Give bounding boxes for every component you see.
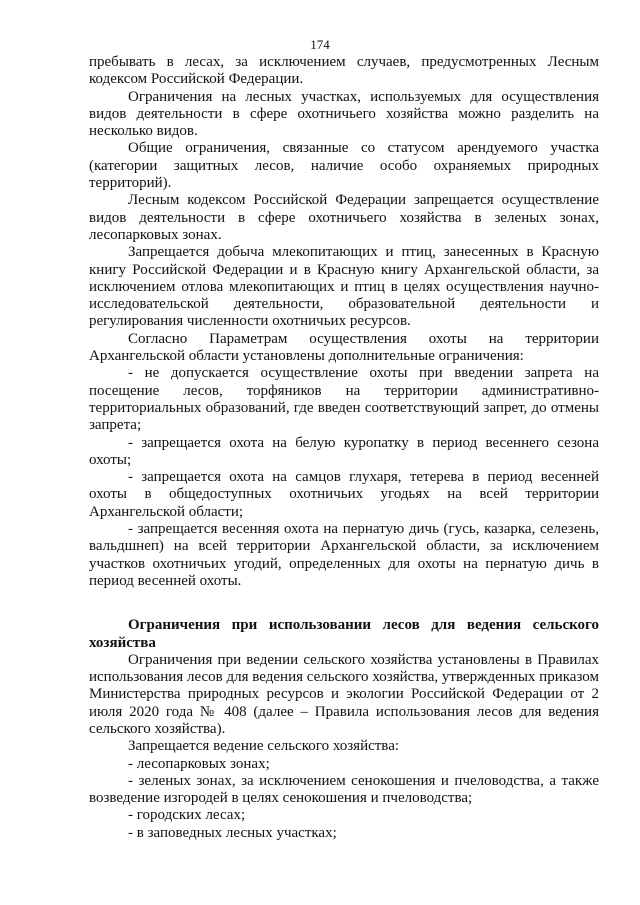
list-item: - запрещается весенняя охота на пернатую дичь (гусь, казарка, селезень, вальдшнеп) на всей территории Архангельской области, за исключением участков охотничьих угодий, определенных для охоты на пернатую дичь в период весенней охоты.: [89, 521, 599, 589]
paragraph-red-book-ban: Запрещается добыча млекопитающих и птиц, занесенных в Красную книгу Российской Федерации и в Красную книгу Архангельской области, за исключением отлова млекопитающих и птиц в целях осуществления научно-исследовательской деятельности, образовательной деятельности и регулирования численности охотничьих ресурсов.: [89, 244, 599, 330]
paragraph-forest-code-ban: Лесным кодексом Российской Федерации запрещается осуществление видов деятельности в сфере охотничьего хозяйства в зеленых зонах, лесопарковых зонах.: [89, 192, 599, 243]
list-item: - лесопарковых зонах;: [128, 755, 270, 772]
page-number: 174: [310, 37, 330, 52]
list-item: - запрещается охота на белую куропатку в период весеннего сезона охоты;: [89, 434, 599, 468]
paragraph-restriction-types: Ограничения на лесных участках, используемых для осуществления видов деятельности в сфере охотничьего хозяйства можно разделить на несколько видов.: [89, 88, 599, 140]
list-item: - в заповедных лесных участках;: [128, 824, 337, 841]
list-item: - зеленых зонах, за исключением сенокошения и пчеловодства, а также возведение изгородей в целях сенокошения и пчеловодства;: [89, 772, 599, 807]
list-item: - запрещается охота на самцов глухаря, тетерева в период весенней охоты в общедоступных охотничьих угодьях на всей территории Архангельской области;: [89, 469, 599, 520]
section-heading: Ограничения при использовании лесов для ведения сельского хозяйства: [89, 617, 599, 651]
list-item: - не допускается осуществление охоты при введении запрета на посещение лесов, торфяников на территории административно-территориальных образований, где введен соответствующий запрет, до отмены запрета;: [89, 365, 599, 434]
page-content: [89, 54, 599, 842]
paragraph-agriculture-ban-intro: Запрещается ведение сельского хозяйства:: [128, 738, 400, 755]
list-item: - городских лесах;: [128, 807, 246, 824]
paragraph-general-restrictions: Общие ограничения, связанные со статусом арендуемого участка (категории защитных лесов, наличие особо охраняемых природных территорий).: [89, 140, 599, 192]
paragraph-hunting-parameters: Согласно Параметрам осуществления охоты на территории Архангельской области установлены дополнительные ограничения:: [89, 330, 599, 365]
paragraph-continuation: пребывать в лесах, за исключением случаев, предусмотренных Лесным кодексом Российской Федерации.: [89, 54, 599, 88]
paragraph-agriculture-rules: Ограничения при ведении сельского хозяйства установлены в Правилах использования лесов для ведения сельского хозяйства, утвержденных приказом Министерства природных ресурсов и экологии Российской Федерации от 2 июля 2020 года № 408 (далее – Правила использования лесов для ведения сельского хозяйства).: [89, 651, 599, 737]
